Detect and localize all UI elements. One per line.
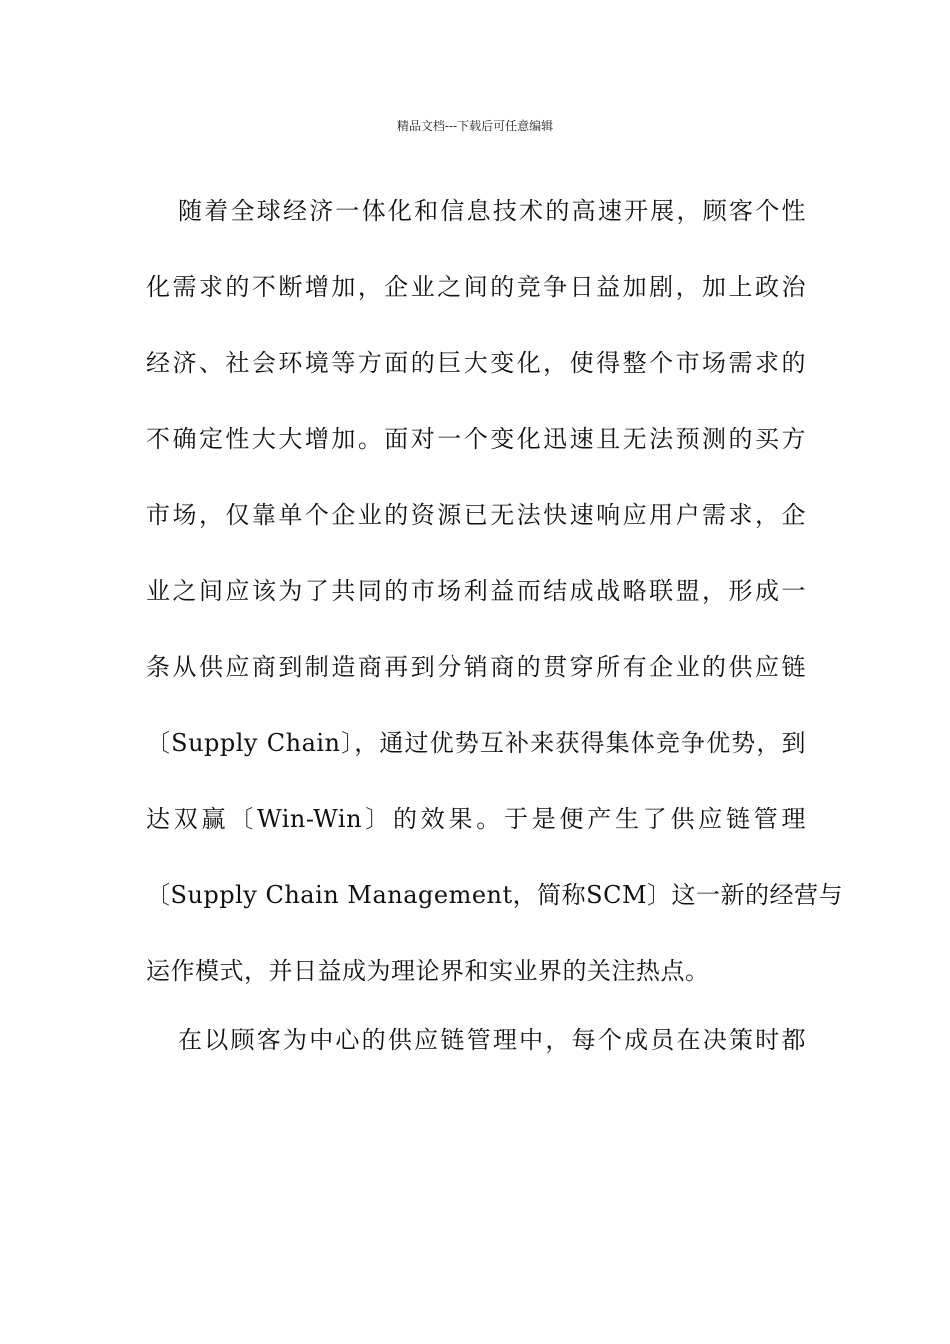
text-line: 化需求的不断增加，企业之间的竞争日益加剧，加上政治 — [146, 273, 806, 301]
text-line: 业之间应该为了共同的市场利益而结成战略联盟，形成一 — [146, 577, 806, 605]
text-line: 〔Supply Chain〕，通过优势互补来获得集体竞争优势，到 — [146, 729, 806, 757]
text-line: 条从供应商到制造商再到分销商的贯穿所有企业的供应链 — [146, 653, 806, 681]
text-line: 达双赢〔Win-Win〕的效果。于是便产生了供应链管理 — [146, 805, 806, 833]
text-line: 市场，仅靠单个企业的资源已无法快速响应用户需求，企 — [146, 501, 806, 529]
text-line: 随着全球经济一体化和信息技术的高速开展，顾客个性 — [178, 197, 806, 225]
text-line: 经济、社会环境等方面的巨大变化，使得整个市场需求的 — [146, 349, 806, 377]
text-line: 不确定性大大增加。面对一个变化迅速且无法预测的买方 — [146, 425, 806, 453]
text-line: 运作模式，并日益成为理论界和实业界的关注热点。 — [146, 957, 710, 985]
text-line: 在以顾客为中心的供应链管理中，每个成员在决策时都 — [178, 1026, 806, 1054]
page-header: 精品文档---下载后可任意编辑 — [396, 119, 554, 133]
text-line: 〔Supply Chain Management，简称SCM〕这一新的经营与 — [146, 881, 844, 909]
